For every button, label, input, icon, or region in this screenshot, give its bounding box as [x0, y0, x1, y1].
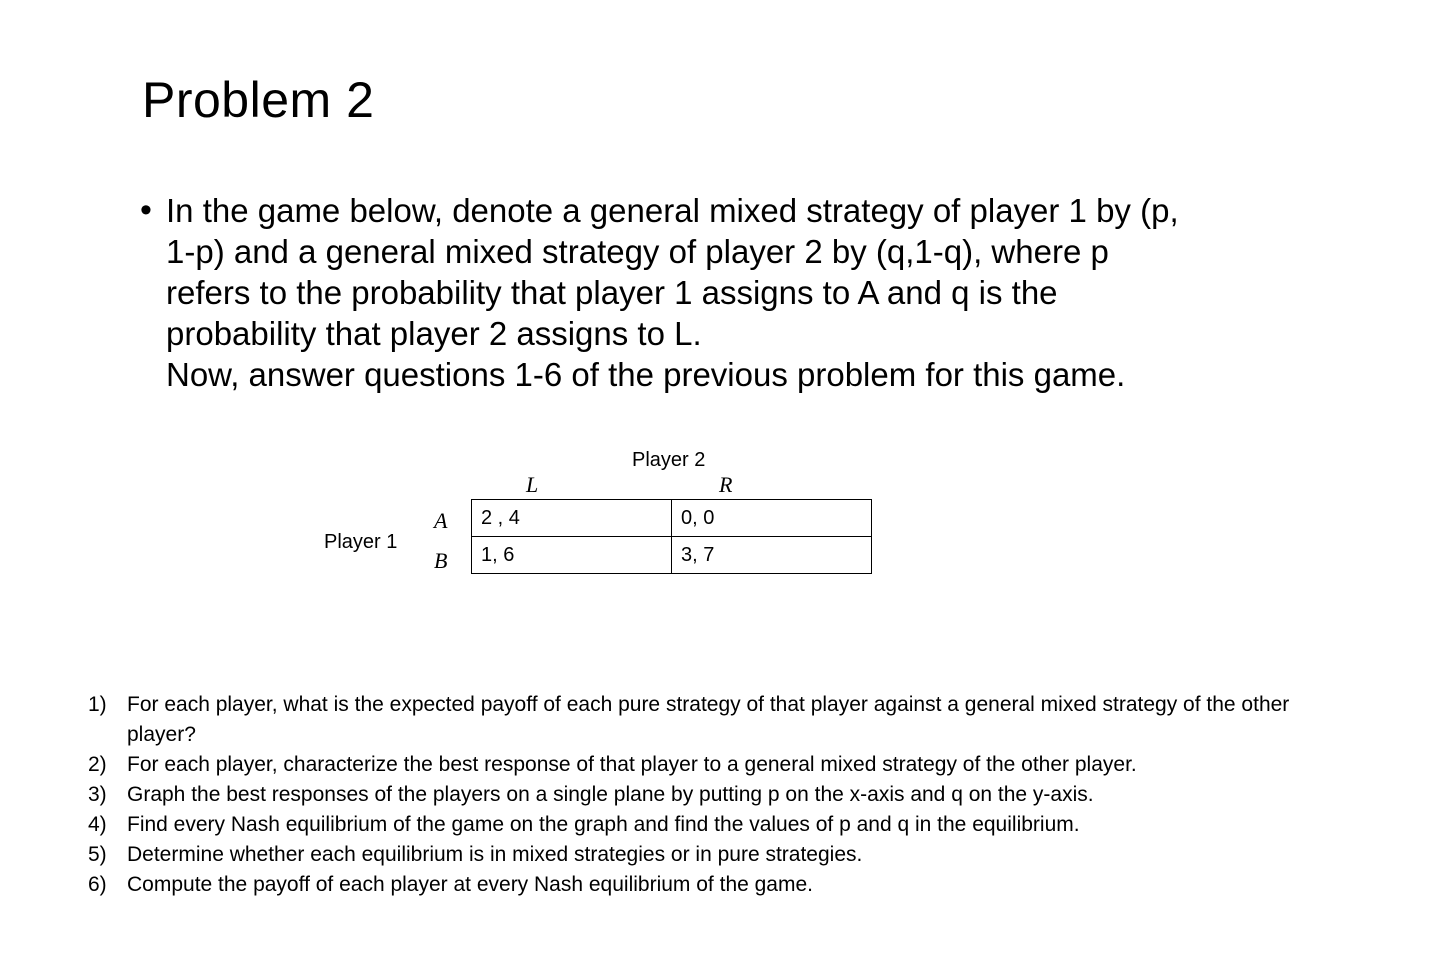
statement-line: 1-p) and a general mixed strategy of player 2 by (q,1-q), where p — [166, 233, 1109, 270]
problem-statement-text — [166, 190, 1320, 395]
statement-line: probability that player 2 assigns to L. — [166, 315, 702, 352]
col-strategy-r: R — [719, 472, 733, 497]
question-number: 6) — [88, 873, 107, 896]
question-text: Compute the payoff of each player at every Nash equilibrium of the game. — [127, 873, 813, 896]
player-2-label: Player 2 — [632, 449, 706, 471]
question-text: Find every Nash equilibrium of the game on the graph and find the values of p and q in the equilibrium. — [127, 813, 1080, 836]
list-item — [88, 690, 1348, 750]
payoff-row — [472, 537, 872, 574]
question-text: For each player, what is the expected payoff of each pure strategy of that player against a general mixed strategy of the other player? — [127, 693, 1290, 746]
list-item — [88, 750, 1348, 780]
player-1-label: Player 1 — [324, 531, 398, 553]
question-list — [88, 690, 1348, 900]
list-item — [88, 810, 1348, 840]
col-strategy-l: L — [526, 472, 539, 497]
row-strategy-a: A — [434, 508, 448, 533]
question-number: 1) — [88, 693, 107, 716]
question-number: 5) — [88, 843, 107, 866]
payoff-cell: 0, 0 — [672, 500, 872, 537]
payoff-row — [472, 500, 872, 537]
payoff-cell: 1, 6 — [472, 537, 672, 574]
payoff-cell: 3, 7 — [672, 537, 872, 574]
question-text: For each player, characterize the best response of that player to a general mixed strategy of the other player. — [127, 753, 1137, 776]
question-text: Determine whether each equilibrium is in mixed strategies or in pure strategies. — [127, 843, 863, 866]
question-number: 4) — [88, 813, 107, 836]
problem-statement — [140, 190, 1320, 395]
question-text: Graph the best responses of the players on a single plane by putting p on the x-axis and q on the y-axis. — [127, 783, 1094, 806]
page-title: Problem 2 — [142, 72, 375, 128]
question-number: 3) — [88, 783, 107, 806]
statement-line: refers to the probability that player 1 assigns to A and q is the — [166, 274, 1058, 311]
question-number: 2) — [88, 753, 107, 776]
bullet-icon: • — [140, 191, 152, 229]
payoff-cell: 2 , 4 — [472, 500, 672, 537]
list-item — [88, 780, 1348, 810]
statement-line: In the game below, denote a general mixed strategy of player 1 by (p, — [166, 192, 1179, 229]
statement-line: Now, answer questions 1-6 of the previous problem for this game. — [166, 356, 1126, 393]
payoff-table — [471, 499, 872, 574]
list-item — [88, 870, 1348, 900]
list-item — [88, 840, 1348, 870]
row-strategy-b: B — [434, 548, 448, 573]
